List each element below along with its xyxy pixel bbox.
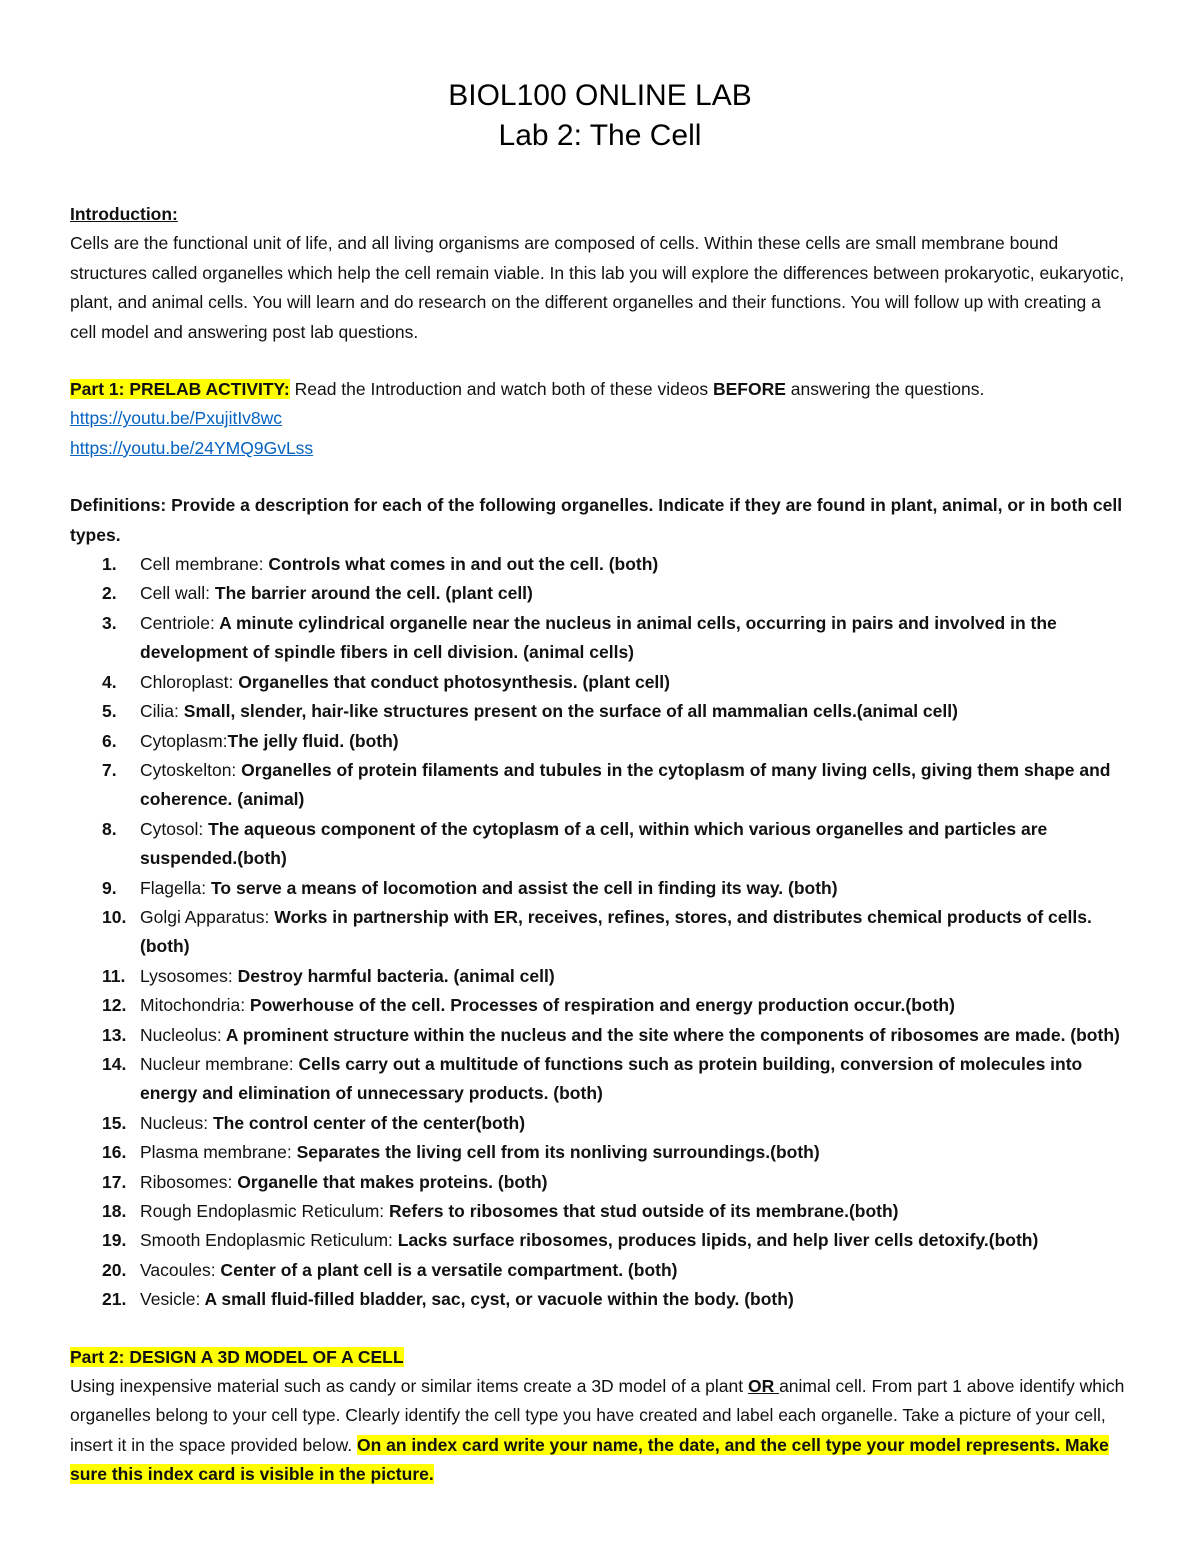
definition-item	[70, 1285, 1130, 1314]
organelle-description: To serve a means of locomotion and assist the cell in finding its way. (both)	[206, 877, 838, 898]
definition-item	[70, 609, 1130, 668]
organelle-description: The aqueous component of the cytoplasm of a cell, within which various organelles and particles are suspended.(both)	[140, 818, 1048, 869]
organelle-description: Organelles that conduct photosynthesis. (plant cell)	[233, 671, 670, 692]
definition-item	[70, 815, 1130, 874]
organelle-description: Separates the living cell from its nonliving surroundings.(both)	[291, 1142, 820, 1163]
document-body	[70, 200, 1130, 1490]
organelle-term: Cell wall:	[140, 583, 211, 604]
item-number: 1.	[102, 554, 117, 575]
item-number: 2.	[102, 583, 117, 604]
organelle-description: The jelly fluid. (both)	[227, 730, 399, 751]
organelle-description: Destroy harmful bacteria. (animal cell)	[232, 965, 555, 986]
item-number: 12.	[102, 995, 127, 1016]
part1-instr-before: Read the Introduction and watch both of these videos	[289, 379, 713, 400]
definition-item	[70, 874, 1130, 903]
definition-item	[70, 903, 1130, 962]
organelle-term: Centriole:	[140, 612, 215, 633]
organelle-term: Cytoplasm:	[140, 730, 228, 751]
definition-item	[70, 727, 1130, 756]
definition-item	[70, 668, 1130, 697]
organelle-description: Organelles of protein filaments and tubules in the cytoplasm of many living cells, giving them shape and coherence. (animal)	[140, 759, 1111, 810]
part2-or-word: OR	[747, 1376, 780, 1397]
organelle-term: Chloroplast:	[140, 671, 234, 692]
part1-instructions	[70, 375, 1130, 404]
organelle-description: Lacks surface ribosomes, produces lipids, and help liver cells detoxify.(both)	[392, 1230, 1039, 1251]
organelle-term: Vesicle:	[140, 1289, 201, 1310]
part1-label: Part 1: PRELAB ACTIVITY:	[70, 379, 290, 400]
definitions-prompt: Definitions: Provide a description for each of the following organelles. Indicate if they are found in plant, animal, or in both cell types.	[70, 495, 1123, 545]
organelle-description: The barrier around the cell. (plant cell)	[210, 583, 533, 604]
organelle-term: Plasma membrane:	[140, 1142, 292, 1163]
organelle-term: Cilia:	[140, 701, 179, 722]
organelle-description: Works in partnership with ER, receives, refines, stores, and distributes chemical products of cells. (both)	[140, 906, 1092, 957]
item-number: 19.	[102, 1230, 127, 1251]
part1-instr-after: answering the questions.	[785, 379, 985, 400]
part1-section	[70, 375, 1130, 463]
part2-label: Part 2: DESIGN A 3D MODEL OF A CELL	[70, 1346, 404, 1367]
definition-item	[70, 756, 1130, 815]
organelle-term: Nucleolus:	[140, 1024, 222, 1045]
part2-highlight-text: On an index card write your name, the date, and the cell type your model represents. Make sure this index card is visible in the picture.	[70, 1434, 1109, 1485]
title-block	[0, 76, 1200, 156]
organelle-description: Organelle that makes proteins. (both)	[232, 1171, 548, 1192]
organelle-description: Center of a plant cell is a versatile compartment. (both)	[215, 1259, 678, 1280]
item-number: 21.	[102, 1289, 127, 1310]
item-number: 9.	[102, 877, 117, 898]
item-number: 17.	[102, 1171, 127, 1192]
item-number: 5.	[102, 701, 117, 722]
definition-item	[70, 991, 1130, 1020]
organelle-term: Vacoules:	[140, 1259, 216, 1280]
organelle-term: Smooth Endoplasmic Reticulum:	[140, 1230, 393, 1251]
item-number: 16.	[102, 1142, 127, 1163]
definition-item	[70, 1226, 1130, 1255]
organelle-description: A minute cylindrical organelle near the nucleus in animal cells, occurring in pairs and involved in the development of spindle fibers in cell division. (animal cells)	[140, 612, 1057, 663]
definitions-section	[70, 491, 1130, 1314]
intro-text: Cells are the functional unit of life, and all living organisms are composed of cells. Within these cells are small membrane bound structures called organelles which help the cell remain viable. In this lab you will explore the differences between prokaryotic, eukaryotic, plant, and animal cells. You will learn and do research on the different organelles and their functions. You will follow up with creating a cell model and answering post lab questions.	[70, 233, 1125, 342]
definition-item	[70, 1256, 1130, 1285]
definition-item	[70, 1050, 1130, 1109]
organelle-term: Flagella:	[140, 877, 207, 898]
definition-item	[70, 579, 1130, 608]
organelle-description: The control center of the center(both)	[208, 1112, 526, 1133]
item-number: 14.	[102, 1053, 127, 1074]
organelle-description: A small fluid-filled bladder, sac, cyst, or vacuole within the body. (both)	[200, 1289, 794, 1310]
definitions-list	[70, 550, 1130, 1315]
organelle-description: A prominent structure within the nucleus and the site where the components of ribosomes are made. (both)	[221, 1024, 1120, 1045]
video-link-1[interactable]: https://youtu.be/PxujitIv8wc	[70, 408, 283, 429]
item-number: 13.	[102, 1024, 127, 1045]
part2-text-before: Using inexpensive material such as candy or similar items create a 3D model of a plant	[70, 1376, 748, 1397]
part2-heading-line	[70, 1343, 1130, 1372]
part2-section	[70, 1343, 1130, 1490]
organelle-term: Lysosomes:	[140, 965, 233, 986]
organelle-term: Nucleur membrane:	[140, 1053, 294, 1074]
organelle-description: Refers to ribosomes that stud outside of its membrane.(both)	[384, 1201, 899, 1221]
intro-heading: Introduction:	[70, 204, 178, 224]
organelle-term: Rough Endoplasmic Reticulum:	[140, 1201, 385, 1221]
definition-item	[70, 1197, 1130, 1226]
item-number: 11.	[102, 965, 126, 986]
item-number: 20.	[102, 1259, 127, 1280]
item-number: 10.	[102, 906, 127, 927]
definition-item	[70, 1138, 1130, 1167]
document-subtitle: Lab 2: The Cell	[498, 119, 702, 152]
item-number: 7.	[102, 759, 117, 780]
item-number: 8.	[102, 818, 117, 839]
item-number: 4.	[102, 671, 117, 692]
organelle-description: Controls what comes in and out the cell. (both)	[263, 554, 659, 575]
organelle-term: Mitochondria:	[140, 995, 246, 1016]
organelle-description: Cells carry out a multitude of functions such as protein building, conversion of molecules into energy and elimination of unnecessary products. (both)	[140, 1053, 1083, 1104]
definition-item	[70, 550, 1130, 579]
part1-instr-bold: BEFORE	[712, 379, 786, 400]
item-number: 6.	[102, 730, 117, 751]
definition-item	[70, 1021, 1130, 1050]
definition-item	[70, 1109, 1130, 1138]
organelle-term: Nucleus:	[140, 1112, 209, 1133]
item-number: 18.	[102, 1201, 127, 1221]
organelle-description: Small, slender, hair-like structures present on the surface of all mammalian cells.(animal cell)	[178, 701, 958, 722]
definition-item	[70, 1168, 1130, 1197]
organelle-term: Golgi Apparatus:	[140, 906, 270, 927]
organelle-term: Cytosol:	[140, 818, 204, 839]
organelle-term: Ribosomes:	[140, 1171, 233, 1192]
part2-text-after: animal cell. From part 1 above identify which organelles belong to your cell type. Clearly identify the cell type you have created and label each organelle. Take a picture of your cell, insert it in the space provided below.	[70, 1376, 1125, 1455]
document-title: BIOL100 ONLINE LAB	[448, 79, 752, 112]
definition-item	[70, 962, 1130, 991]
item-number: 3.	[102, 612, 117, 633]
organelle-description: Powerhouse of the cell. Processes of respiration and energy production occur.(both)	[245, 995, 955, 1016]
part2-text	[70, 1372, 1130, 1490]
video-link-2[interactable]: https://youtu.be/24YMQ9GvLss	[70, 437, 314, 458]
definition-item	[70, 697, 1130, 726]
organelle-term: Cytoskelton:	[140, 759, 237, 780]
intro-section	[70, 200, 1130, 347]
organelle-term: Cell membrane:	[140, 554, 264, 575]
item-number: 15.	[102, 1112, 127, 1133]
